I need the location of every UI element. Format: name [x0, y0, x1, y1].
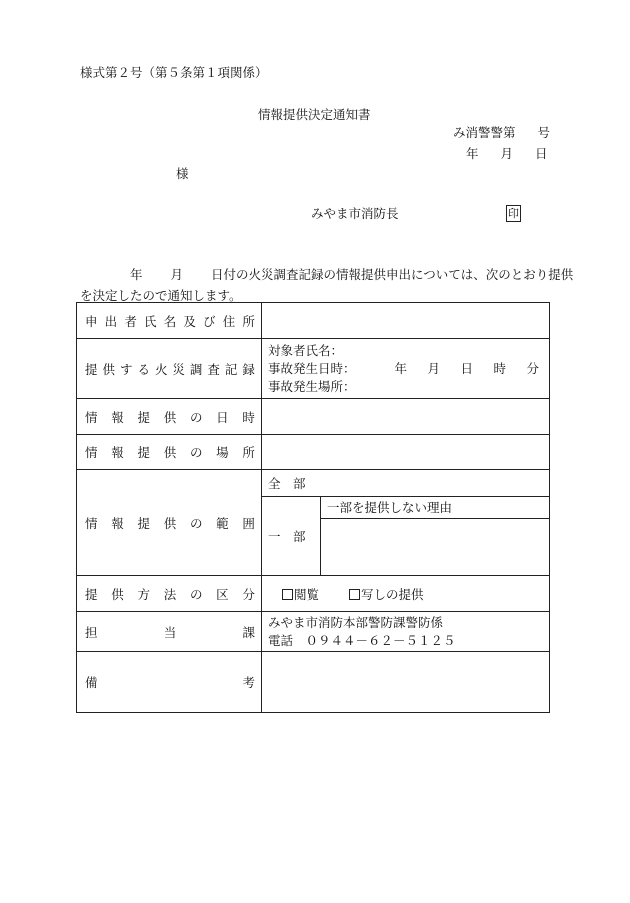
row-dept: [77, 612, 550, 652]
scope-reason-label: 一部を提供しない理由: [321, 496, 550, 518]
row-applicant: [77, 303, 550, 339]
date-value: [262, 399, 550, 435]
row-place: [77, 435, 550, 470]
row-remarks: [77, 652, 550, 713]
place-value: [262, 435, 550, 470]
method-copy-label: 写しの提供: [360, 586, 424, 602]
document-number-suffix: 号: [537, 125, 551, 140]
method-view-checkbox[interactable]: [282, 587, 319, 602]
issue-date: [466, 146, 548, 161]
applicant-label: 申 出 者 氏 名 及 び 住 所: [85, 313, 255, 329]
document-number-prefix: み消警警第: [453, 125, 516, 140]
record-datetime-hour: 時: [493, 360, 506, 376]
record-place: 事故発生場所：: [268, 378, 356, 394]
scope-inner-table: [262, 470, 549, 575]
issue-date-month: 月: [500, 146, 514, 161]
notice-year: 年: [130, 267, 143, 282]
scope-all: 全 部: [262, 470, 549, 496]
row-scope: [77, 470, 550, 576]
place-label: 情 報 提 供 の 場 所: [85, 445, 255, 460]
addressee-suffix: 様: [176, 166, 189, 181]
record-details: [262, 339, 550, 399]
method-view-label: 閲覧: [294, 586, 320, 602]
seal-mark: 印: [508, 207, 519, 220]
record-datetime: [268, 360, 543, 378]
notice-line-1-text: 日付の火災調査記録の情報提供申出については、次のとおり提供: [211, 267, 574, 282]
issue-date-day: 日: [535, 146, 548, 161]
row-date: [77, 399, 550, 435]
record-datetime-year: 年: [394, 360, 407, 376]
notice-body: [80, 264, 574, 306]
issue-date-year: 年: [466, 146, 479, 161]
date-label: 情 報 提 供 の 日 時: [85, 409, 255, 425]
scope-reason-value: [321, 518, 550, 575]
row-record: [77, 339, 550, 399]
record-datetime-day: 日: [460, 360, 473, 376]
notice-line-1: [80, 264, 574, 285]
document-title: 情報提供決定通知書: [258, 107, 371, 122]
record-label: 提 供 す る 火 災 調 査 記 録: [85, 361, 255, 377]
record-datetime-month: 月: [427, 360, 440, 376]
dept-label: 担 当 課: [85, 624, 255, 640]
applicant-value: [262, 303, 550, 339]
remarks-label: 備 考: [85, 675, 255, 690]
dept-name: みやま市消防本部警防課警防係: [268, 614, 444, 630]
remarks-value: [262, 652, 550, 713]
method-label: 提 供 方 法 の 区 分: [85, 586, 255, 602]
form-number: 様式第２号（第５条第１項関係）: [80, 65, 268, 80]
dept-phone: 電話 ０９４４－６２－５１２５: [268, 632, 456, 648]
row-method: [77, 576, 550, 612]
issuer-name: みやま市消防長: [311, 206, 399, 221]
scope-partial: 一 部: [262, 496, 321, 575]
scope-label: 情 報 提 供 の 範 囲: [85, 515, 255, 531]
notice-month: 月: [170, 267, 184, 282]
record-datetime-minute: 分: [526, 360, 539, 376]
notice-line-2: を決定したので通知します。: [80, 288, 242, 303]
method-copy-checkbox[interactable]: [349, 587, 424, 602]
record-subject: 対象者氏名：: [268, 342, 344, 358]
record-datetime-label: 事故発生日時：: [268, 360, 356, 376]
info-table: [76, 302, 550, 713]
document-number: [453, 125, 550, 140]
